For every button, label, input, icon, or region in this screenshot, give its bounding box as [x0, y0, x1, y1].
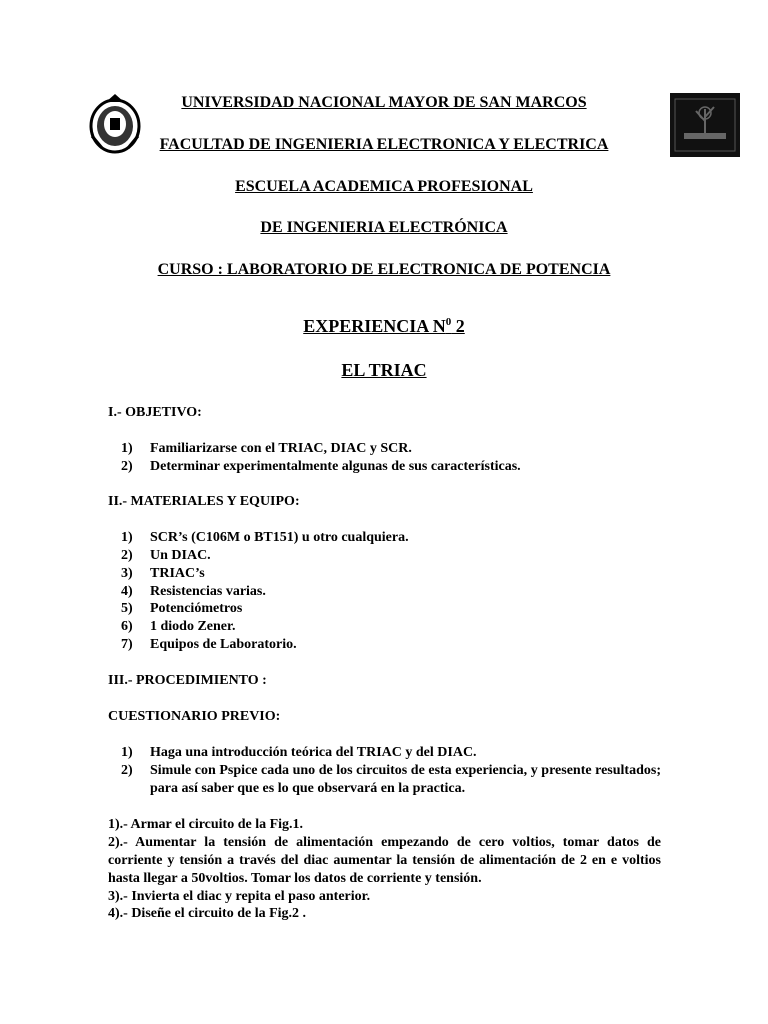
step-2: 2).- Aumentar la tensión de alimentación empezando de cero voltios, tomar datos de corriente y tensión a través del diac aumentar la tensión de alimentación de 2 en e voltios hasta llegar a 50voltios. Tomar los datos de corriente y tensión. [108, 835, 661, 886]
list-item: 7) Equipos de Laboratorio. [121, 637, 297, 652]
list-item: 1) Familiarizarse con el TRIAC, DIAC y SCR. [121, 441, 412, 456]
list-item: 1) Haga una introducción teórica del TRIAC y del DIAC. [121, 745, 477, 760]
list-item: 1) SCR’s (C106M o BT151) u otro cualquiera. [121, 530, 409, 545]
university-name: UNIVERSIDAD NACIONAL MAYOR DE SAN MARCOS [181, 94, 587, 111]
list-item: 6) 1 diodo Zener. [121, 619, 236, 634]
step-4: 4).- Diseñe el circuito de la Fig.2 . [108, 906, 307, 921]
questionnaire-heading: CUESTIONARIO PREVIO: [108, 709, 281, 724]
materials-heading: II.- MATERIALES Y EQUIPO: [108, 494, 300, 509]
list-item: 3) TRIAC’s [121, 566, 205, 581]
list-item: 4) Resistencias varias. [121, 584, 266, 599]
school-name: ESCUELA ACADEMICA PROFESIONAL [235, 178, 533, 195]
step-3: 3).- Invierta el diac y repita el paso anterior. [108, 889, 371, 904]
step-1: 1).- Armar el circuito de la Fig.1. [108, 817, 304, 832]
procedure-heading: III.- PROCEDIMIENTO : [108, 673, 267, 688]
list-item: 2) Un DIAC. [121, 548, 211, 563]
experiment-subtitle: EL TRIAC [341, 360, 427, 380]
course-name: CURSO : LABORATORIO DE ELECTRONICA DE POTENCIA [157, 261, 611, 278]
list-item: 5) Potenciómetros [121, 601, 243, 616]
list-item: 2) Determinar experimentalmente algunas de sus características. [121, 459, 521, 474]
department-name: DE INGENIERIA ELECTRÓNICA [260, 219, 508, 236]
objective-heading: I.- OBJETIVO: [108, 405, 202, 420]
experiment-title: EXPERIENCIA $N^0$ 2 [303, 316, 465, 336]
faculty-name: FACULTAD DE INGENIERIA ELECTRONICA Y ELECTRICA [159, 136, 609, 153]
list-item: 2) Simule con Pspice cada uno de los circuitos de esta experiencia, y presente resultados; para así saber que es lo que observará en la practica. [121, 763, 661, 796]
